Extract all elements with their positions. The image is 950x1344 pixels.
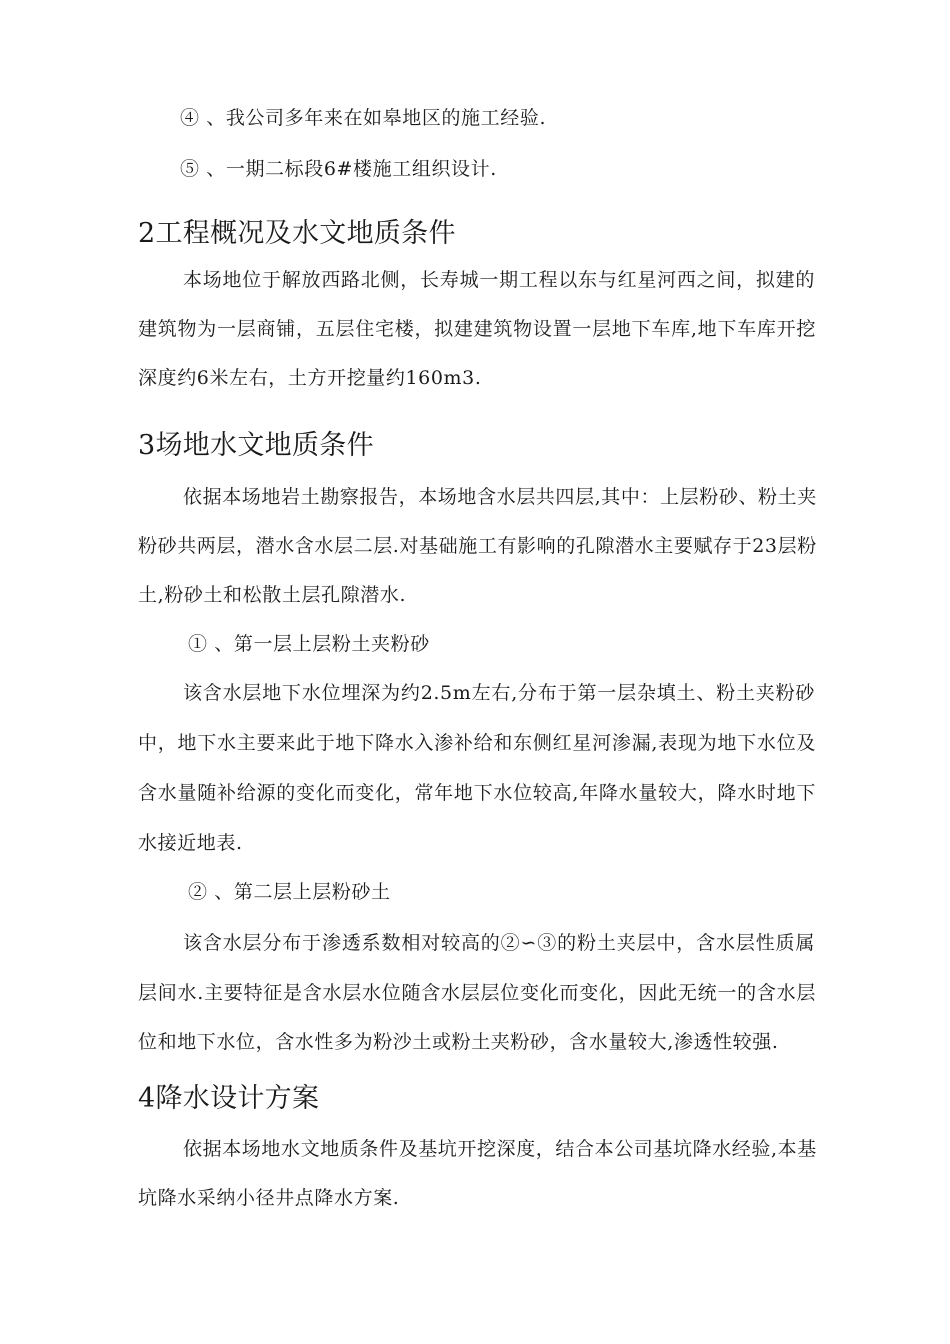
section2-paragraph-line: 建筑物为一层商铺，五层住宅楼，拟建建筑物设置一层地下车库,地下车库开挖 [138, 318, 816, 340]
aquifer-item-1-line: 该含水层地下水位埋深为约2.5m左右,分布于第一层杂填土、粉土夹粉砂 [183, 682, 815, 704]
list-item-5: ⑤ 、一期二标段6#楼施工组织设计. [180, 158, 497, 180]
section-heading-4: 4降水设计方案 [138, 1083, 320, 1114]
section-heading-3: 3场地水文地质条件 [138, 430, 374, 461]
section3-intro-line: 依据本场地岩土勘察报告，本场地含水层共四层,其中：上层粉砂、粉土夹 [183, 486, 817, 508]
aquifer-item-1-title: ① 、第一层上层粉土夹粉砂 [188, 633, 430, 655]
section3-intro-line: 土,粉砂土和松散土层孔隙潜水. [138, 584, 407, 606]
section2-paragraph-line: 本场地位于解放西路北侧，长寿城一期工程以东与红星河西之间，拟建的 [183, 269, 815, 291]
section-heading-2: 2工程概况及水文地质条件 [138, 218, 456, 249]
section2-paragraph-line: 深度约6米左右，土方开挖量约160m3. [138, 367, 482, 389]
aquifer-item-1-line: 水接近地表. [138, 832, 243, 854]
aquifer-item-2-line: 位和地下水位，含水性多为粉沙土或粉土夹粉砂，含水量较大,渗透性较强. [138, 1031, 779, 1053]
section3-intro-line: 粉砂共两层，潜水含水层二层.对基础施工有影响的孔隙潜水主要赋存于23层粉 [138, 535, 817, 557]
aquifer-item-1-line: 含水量随补给源的变化而变化，常年地下水位较高,年降水量较大，降水时地下 [138, 782, 816, 804]
section4-paragraph-line: 依据本场地水文地质条件及基坑开挖深度，结合本公司基坑降水经验,本基 [183, 1138, 817, 1160]
aquifer-item-2-line: 该含水层分布于渗透系数相对较高的②∽③的粉土夹层中，含水层性质属 [183, 932, 815, 954]
aquifer-item-2-line: 层间水.主要特征是含水层水位随含水层层位变化而变化，因此无统一的含水层 [138, 982, 816, 1004]
list-item-4: ④ 、我公司多年来在如皋地区的施工经验. [180, 107, 547, 129]
aquifer-item-2-title: ② 、第二层上层粉砂土 [188, 881, 391, 903]
section4-paragraph-line: 坑降水采纳小径井点降水方案. [138, 1187, 400, 1209]
aquifer-item-1-line: 中，地下水主要来此于地下降水入渗补给和东侧红星河渗漏,表现为地下水位及 [138, 732, 816, 754]
